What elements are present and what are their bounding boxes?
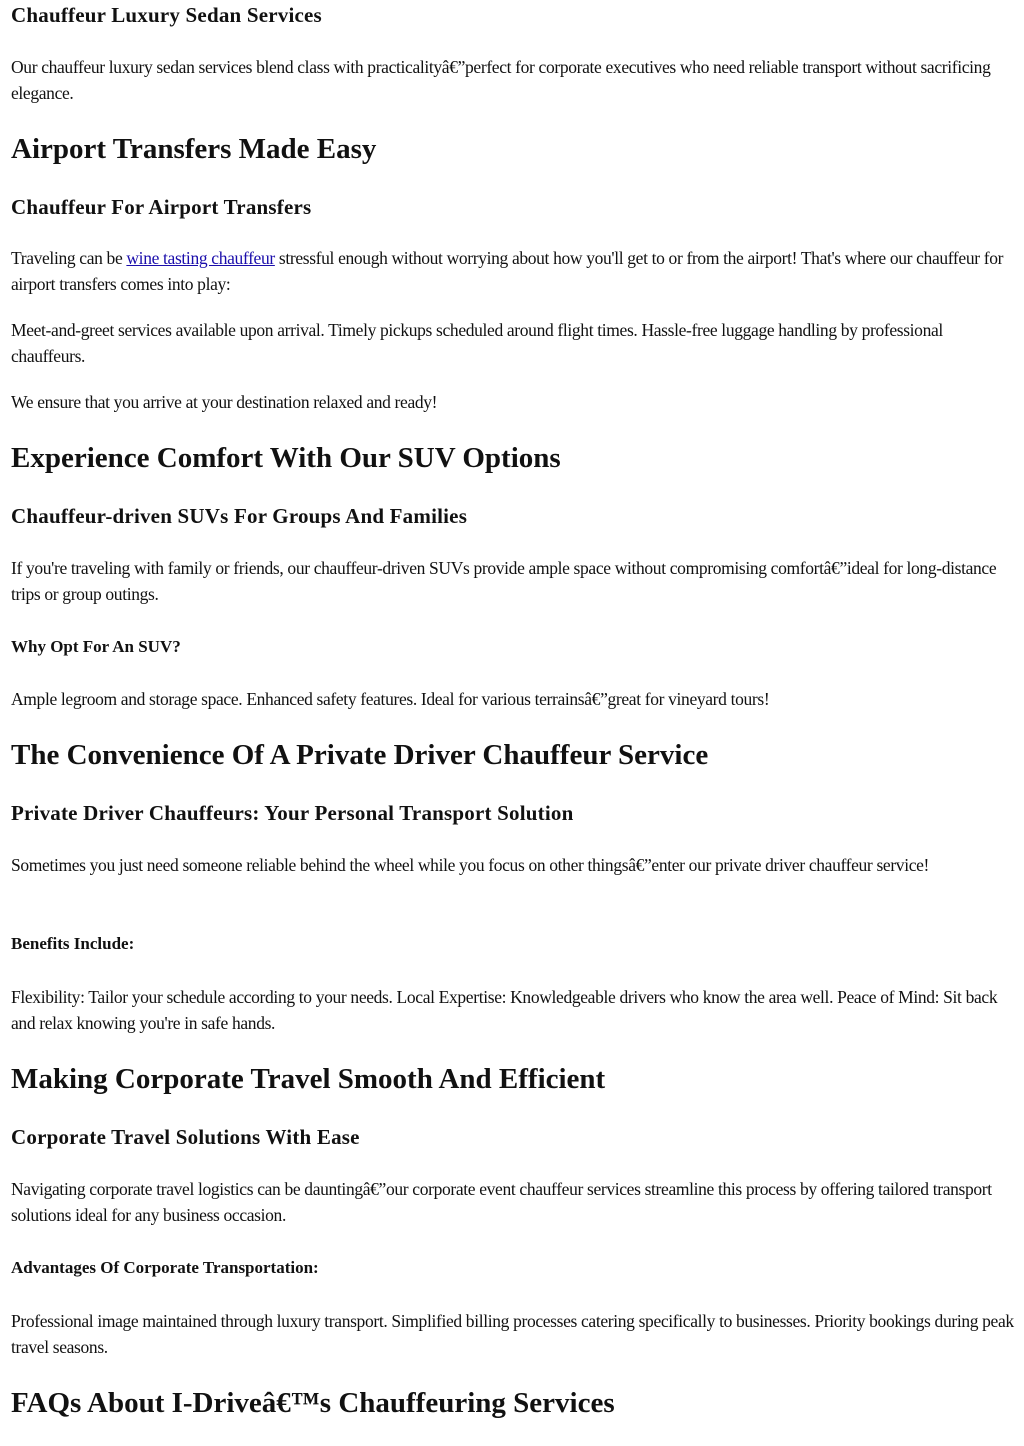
corporate-advantages-paragraph: Professional image maintained through luxury transport. Simplified billing processes catering specifically to businesses. Priority bookings during peak travel seasons. bbox=[11, 1311, 1014, 1357]
private-driver-subheading: Private Driver Chauffeurs: Your Personal Transport Solution bbox=[11, 801, 574, 825]
private-driver-heading: The Convenience Of A Private Driver Chauffeur Service bbox=[11, 739, 709, 771]
private-driver-benefits-paragraph: Flexibility: Tailor your schedule according to your needs. Local Expertise: Knowledgeable drivers who know the area well. Peace of Mind: Sit back and relax knowing you're in safe hands. bbox=[11, 987, 998, 1033]
sedan-paragraph: Our chauffeur luxury sedan services blend class with practicalityâ€”perfect for corporate executives who need reliable transport without sacrificing elegance. bbox=[11, 57, 991, 103]
airport-closing-paragraph: We ensure that you arrive at your destination relaxed and ready! bbox=[11, 392, 438, 412]
suv-subheading: Chauffeur-driven SUVs For Groups And Families bbox=[11, 504, 468, 528]
wine-tasting-chauffeur-link[interactable]: wine tasting chauffeur bbox=[126, 248, 275, 268]
airport-paragraph bbox=[11, 245, 1016, 297]
faqs-heading: FAQs About I-Driveâ€™s Chauffeuring Services bbox=[11, 1387, 615, 1419]
airport-heading: Airport Transfers Made Easy bbox=[11, 133, 377, 165]
sedan-subheading: Chauffeur Luxury Sedan Services bbox=[11, 3, 322, 27]
corporate-subheading: Corporate Travel Solutions With Ease bbox=[11, 1125, 360, 1149]
suv-heading: Experience Comfort With Our SUV Options bbox=[11, 442, 561, 474]
suv-paragraph: If you're traveling with family or friends, our chauffeur-driven SUVs provide ample space without compromising comfortâ€”ideal for long-distance trips or group outings. bbox=[11, 558, 997, 604]
private-driver-paragraph: Sometimes you just need someone reliable behind the wheel while you focus on other thingsâ€”enter our private driver chauffeur service! bbox=[11, 855, 930, 875]
corporate-heading: Making Corporate Travel Smooth And Efficient bbox=[11, 1063, 606, 1095]
suv-benefits-paragraph: Ample legroom and storage space. Enhanced safety features. Ideal for various terrainsâ€”great for vineyard tours! bbox=[11, 689, 770, 709]
suv-minor-heading: Why Opt For An SUV? bbox=[11, 637, 181, 656]
airport-services-paragraph: Meet-and-greet services available upon arrival. Timely pickups scheduled around flight times. Hassle-free luggage handling by professional chauffeurs. bbox=[11, 320, 943, 366]
private-driver-minor-heading: Benefits Include: bbox=[11, 934, 135, 953]
corporate-minor-heading: Advantages Of Corporate Transportation: bbox=[11, 1258, 319, 1277]
corporate-paragraph: Navigating corporate travel logistics can be dauntingâ€”our corporate event chauffeur services streamline this process by offering tailored transport solutions ideal for any business occasion. bbox=[11, 1179, 992, 1225]
airport-subheading: Chauffeur For Airport Transfers bbox=[11, 195, 312, 219]
airport-paragraph-start: Traveling can be bbox=[11, 248, 127, 268]
airport-paragraph-end: stressful enough without worrying about how you'll get to or from the airport! That's where our chauffeur for airport transfers comes into play: bbox=[11, 248, 1004, 294]
